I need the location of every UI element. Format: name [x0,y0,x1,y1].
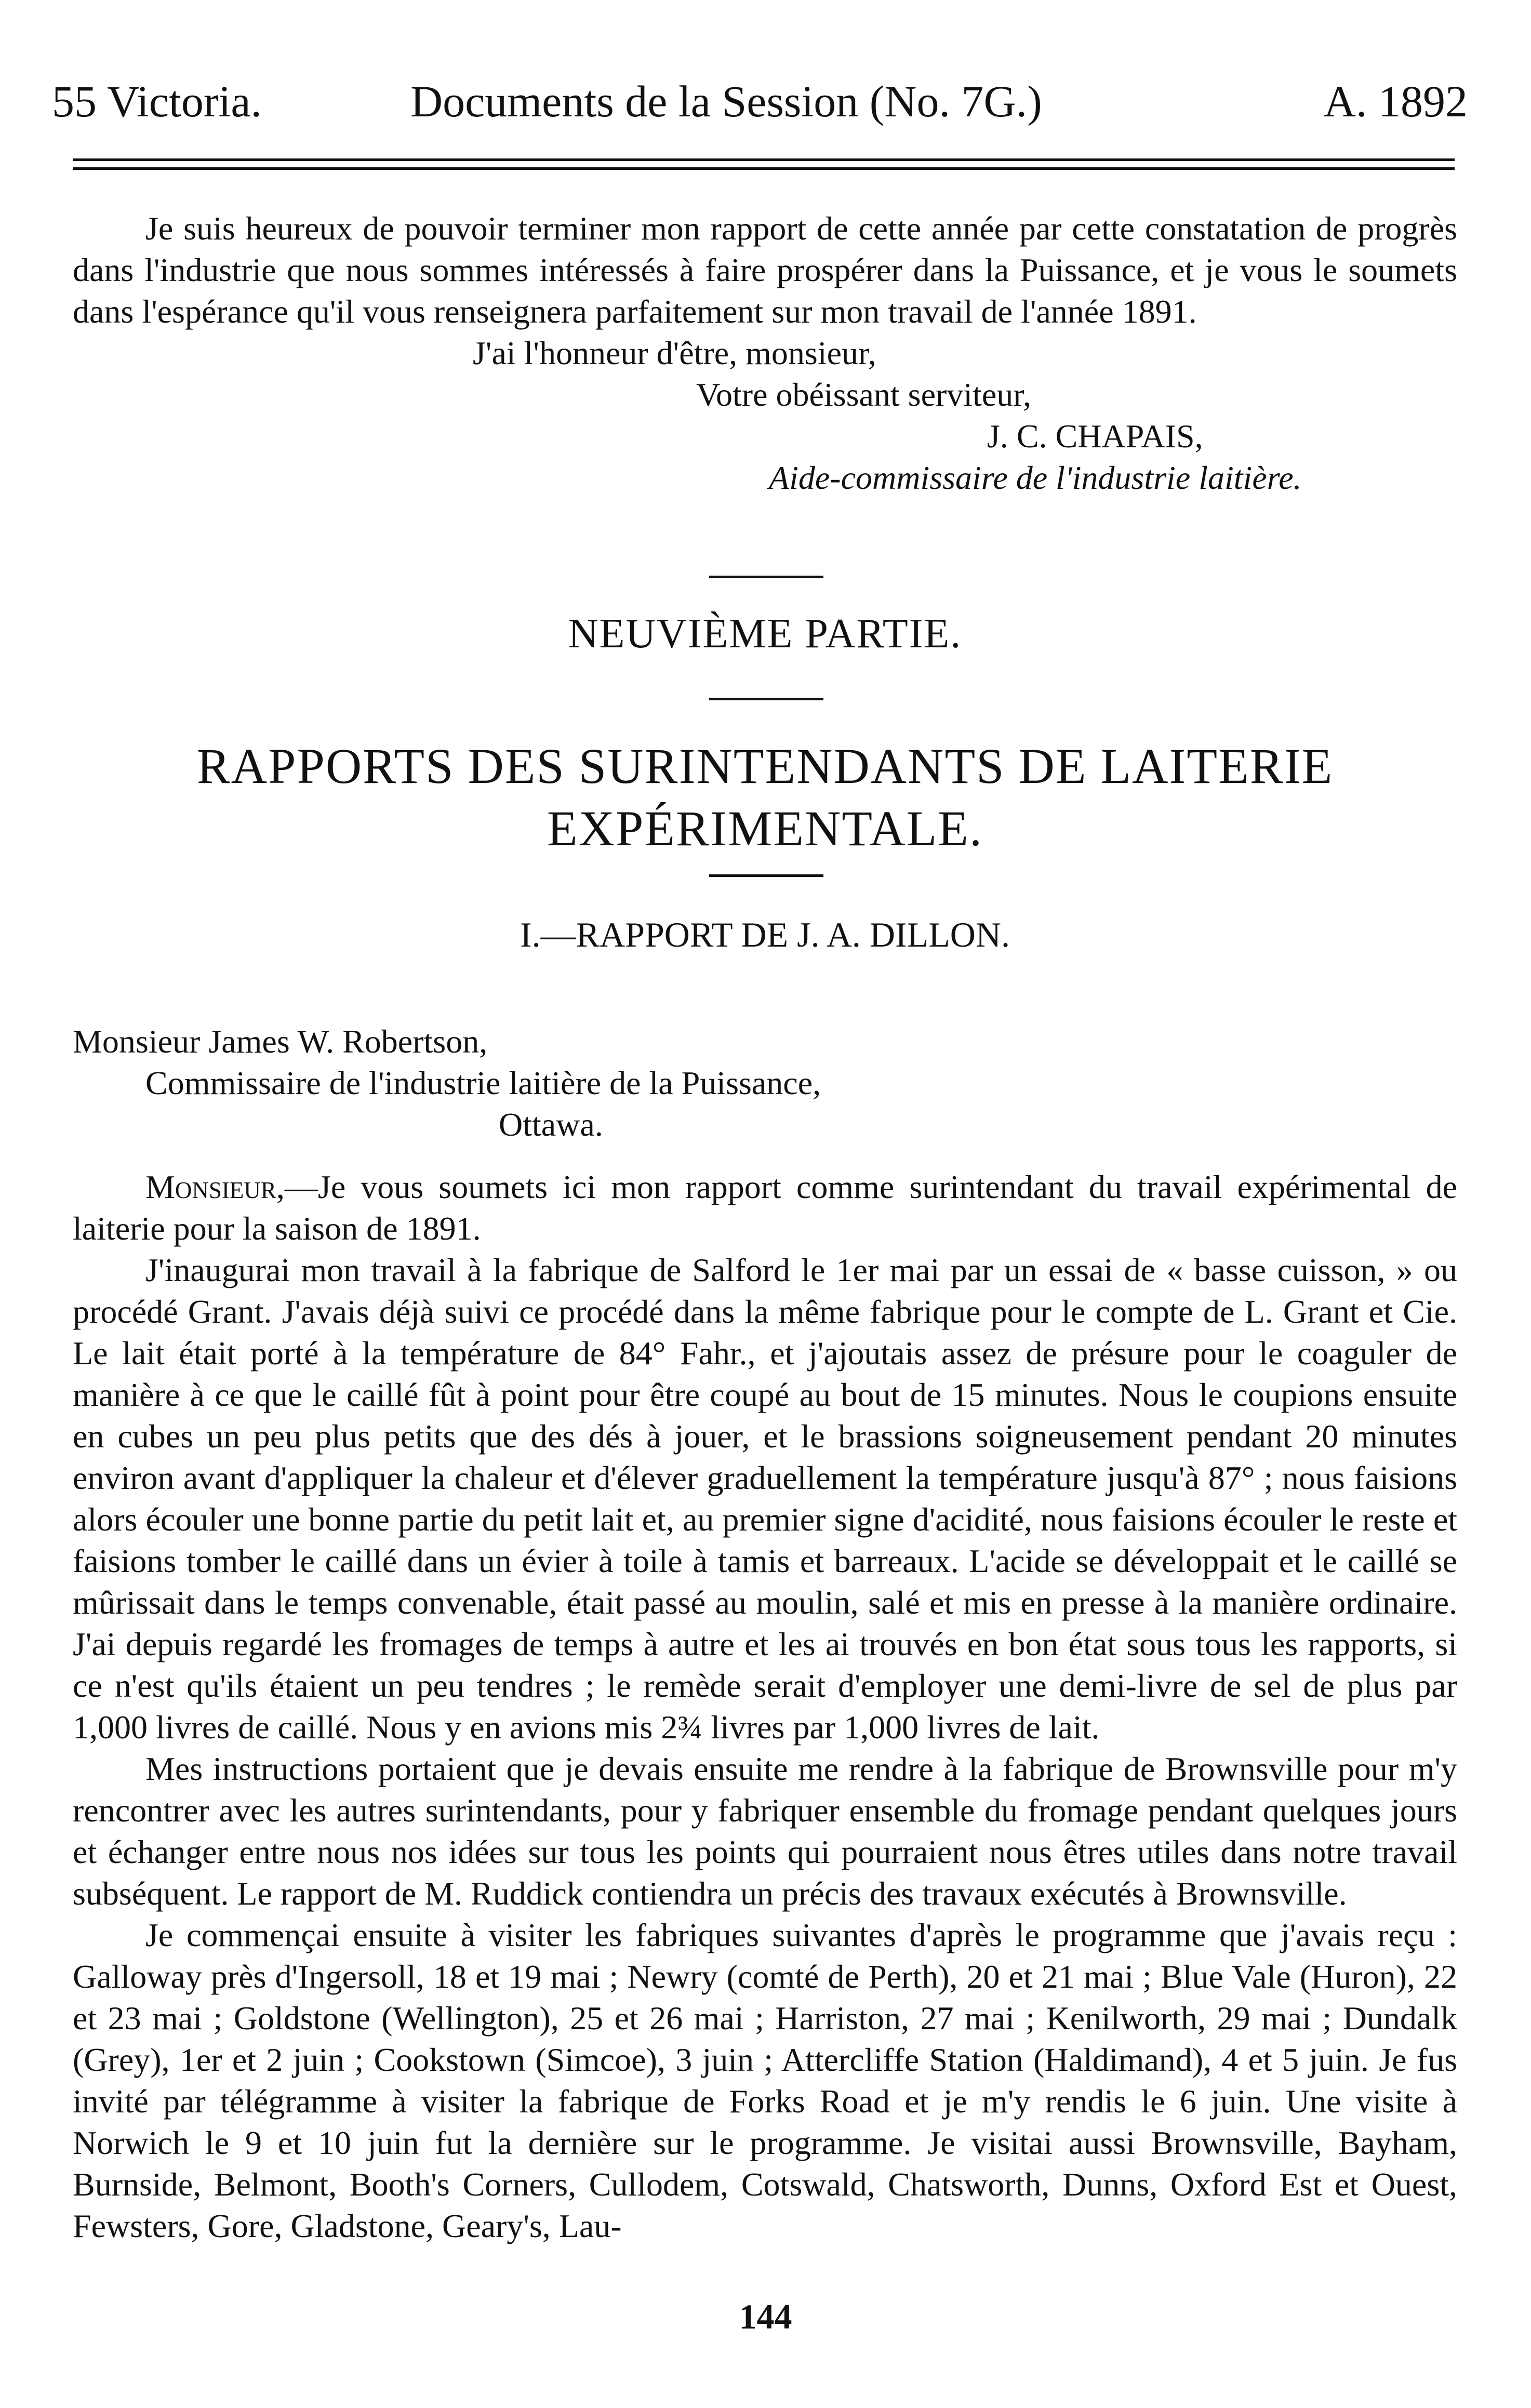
closing-valediction: Votre obéissant serviteur, [696,376,1031,413]
header-left: 55 Victoria. [52,76,262,126]
body-salutation: Monsieur, [145,1168,285,1205]
signatory-name: J. C. CHAPAIS, [987,418,1203,455]
body-paragraph-2: J'inaugurai mon travail à la fabrique de Salford le 1er mai par un essai de « basse cuisson, » ou procédé Grant. J'avais déjà suivi ce procédé dans la même fabrique pour le compte de L. Grant et Cie. Le lait était porté à la température de 84° Fahr., et j'ajoutais assez de présure pour le coaguler de manière à ce que le caillé fût à point pour être coupé au bout de 15 minutes. Nous le coupions ensuite en cubes un peu plus petits que des dés à jouer, et le brassions soigneusement pendant 20 minutes environ avant d'appliquer la chaleur et d'élever graduellement la température jusqu'à 87° ; nous faisions alors écouler une bonne partie du petit lait et, au premier signe d'acidité, nous faisions écouler le reste et faisions tomber le caillé dans un évier à toile à tamis et barreaux. L'acide se développait et le caillé se mûrissait dans le temps convenable, était passé au moulin, salé et mis en presse à la manière ordinaire. J'ai depuis regardé les fromages de temps à autre et les ai trouvés en bon état sous tous les rapports, si ce n'est qu'ils étaient un peu tendres ; le remède serait d'employer une demi-livre de sel de plus par 1,000 livres de caillé. Nous y en avions mis 2¾ livres par 1,000 livres de lait. [73,1252,1457,1746]
signatory-title: Aide-commissaire de l'industrie laitière. [769,459,1302,496]
part-heading: NEUVIÈME PARTIE. [568,611,962,657]
header-center: Documents de la Session (No. 7G.) [410,76,1042,126]
intro-paragraph: Je suis heureux de pouvoir terminer mon rapport de cette année par cette constatation de progrès dans l'industrie que nous sommes intéressés à faire prospérer dans la Puissance, et je vous le soumets dans l'espérance qu'il vous renseignera parfaitement sur mon travail de l'année 1891. [73,210,1457,330]
closing-salutation: J'ai l'honneur d'être, monsieur, [473,335,876,371]
header-right: A. 1892 [1323,76,1468,126]
body-paragraph-1-text: —Je vous soumets ici mon rapport comme surintendant du travail expérimental de laiterie pour la saison de 1891. [73,1168,1457,1247]
report-body [73,1166,1457,2247]
body-paragraph-1 [73,1166,1457,1249]
address-line-2: Commissaire de l'industrie laitière de la Puissance, [145,1065,821,1101]
intro-section [73,208,1457,499]
address-line-3: Ottawa. [499,1106,603,1143]
section-rule [709,874,823,877]
report-heading: I.—RAPPORT DE J. A. DILLON. [520,915,1010,954]
header-rule-bottom [73,167,1455,170]
body-paragraph-3: Mes instructions portaient que je devais ensuite me rendre à la fabrique de Brownsville pour m'y rencontrer avec les autres surintendants, pour y fabriquer ensemble du fromage pendant quelques jours et échanger entre nous nos idées sur tous les points qui pourraient nous êtres utiles dans notre travail subséquent. Le rapport de M. Ruddick contiendra un précis des travaux exécutés à Brownsville. [73,1750,1457,1912]
address-line-1: Monsieur James W. Robertson, [73,1023,488,1060]
section-rule [709,576,823,578]
body-paragraph-4: Je commençai ensuite à visiter les fabriques suivantes d'après le programme que j'avais reçu : Galloway près d'Ingersoll, 18 et 19 mai ; Newry (comté de Perth), 20 et 21 mai ; Blue Vale (Huron), 22 et 23 mai ; Goldstone (Wellington), 25 et 26 mai ; Harriston, 27 mai ; Kenilworth, 29 mai ; Dundalk (Grey), 1er et 2 juin ; Cookstown (Simcoe), 3 juin ; Attercliffe Station (Haldimand), 4 et 5 juin. Je fus invité par télégramme à visiter la fabrique de Forks Road et je m'y rendis le 6 juin. Une visite à Norwich le 9 et 10 juin fut la dernière sur le programme. Je visitai aussi Brownsville, Bayham, Burnside, Belmont, Booth's Corners, Cullodem, Cotswald, Chatsworth, Dunns, Oxford Est et Ouest, Fewsters, Gore, Gladstone, Geary's, Lau- [73,1917,1457,2244]
header-rule-top [73,158,1455,161]
address-block [73,1021,1457,1146]
section-rule [709,698,823,700]
page-number: 144 [739,2297,792,2336]
section-title: RAPPORTS DES SURINTENDANTS DE LAITERIE EXPÉRIMENTALE. [196,738,1334,856]
running-header [52,73,1468,130]
